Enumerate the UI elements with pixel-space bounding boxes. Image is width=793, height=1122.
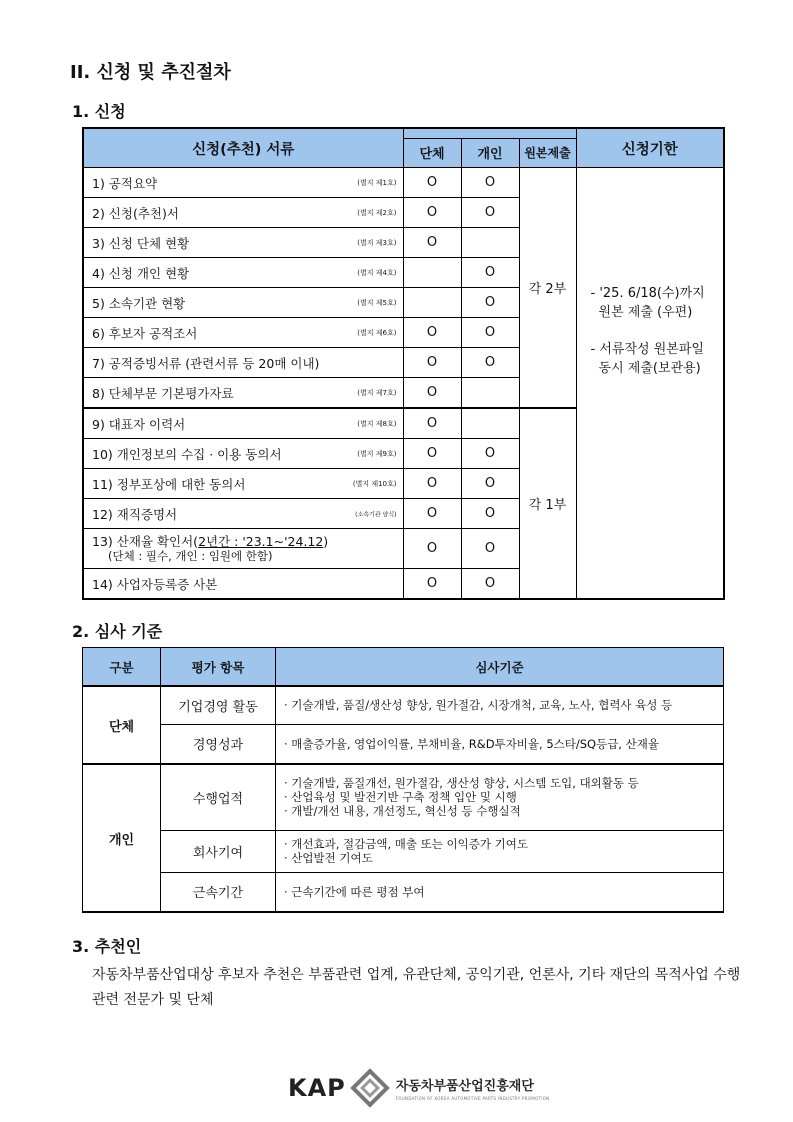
criteria-text: [276, 764, 724, 830]
form-ref: (별지 제3호): [357, 238, 397, 247]
org-subtitle: FOUNDATION OF KOREA AUTOMOTIVE PARTS INDUSTRY PROMOTION: [395, 1096, 550, 1101]
form-ref: (별지 제1호): [357, 178, 397, 187]
form-ref: (별지 제9호): [357, 449, 397, 458]
form-ref: (별지 제10호): [352, 479, 397, 488]
indiv-label: 개인: [83, 764, 161, 912]
mark-group: O: [403, 228, 461, 258]
header-doc: 신청(추천) 서류: [83, 128, 403, 168]
mark-group: O: [403, 378, 461, 409]
footer-logo: [288, 1074, 549, 1102]
doc-label: 8) 단체부문 기본평가자료: [92, 385, 234, 401]
section-title: II. 신청 및 추진절차: [70, 62, 231, 83]
mark-indiv: [461, 408, 519, 439]
criteria-line: · 근속기간에 따른 평점 부여: [284, 884, 425, 899]
doc-label: 3) 신청 단체 현황: [92, 235, 190, 251]
doc-label: 14) 사업자등록증 사본: [92, 576, 218, 592]
mark-indiv: O: [461, 469, 519, 499]
doc-row-2: [83, 198, 403, 228]
doc-row-7: [83, 348, 403, 378]
doc-row-6: [83, 318, 403, 348]
doc-row-12: [83, 499, 403, 529]
form-ref: (별지 제8호): [357, 419, 397, 428]
deadline-cell: [576, 168, 724, 600]
mark-group: O: [403, 318, 461, 348]
item-name: 경영성과: [161, 724, 276, 764]
deadline-line-1b: 원본 제출 (우편): [598, 305, 693, 320]
kap-logo-text: KAP: [288, 1074, 346, 1102]
mark-indiv: O: [461, 529, 519, 569]
org-name: 자동차부품산업진흥재단: [395, 1079, 534, 1094]
header-division: 구분: [83, 648, 161, 687]
criteria-table: [82, 647, 724, 913]
mark-group: O: [403, 168, 461, 198]
criteria-text: [276, 724, 724, 764]
form-ref: (별지 제6호): [357, 328, 397, 337]
doc-row-4: [83, 258, 403, 288]
item-name: 회사기여: [161, 830, 276, 872]
doc-row-8: [83, 378, 403, 409]
doc-label: 4) 신청 개인 현황: [92, 265, 190, 281]
doc-label: 11) 정부포상에 대한 동의서: [92, 476, 246, 492]
mark-indiv: O: [461, 318, 519, 348]
doc-label: 6) 후보자 공적조서: [92, 325, 198, 341]
doc-row-14: [83, 569, 403, 600]
doc-row-1: [83, 168, 403, 198]
deadline-line-2b: 동시 제출(보관용): [598, 361, 701, 376]
s3-title: 3. 추천인: [72, 937, 142, 956]
doc-label: 2) 신청(추천)서: [92, 205, 179, 221]
form-ref: (별지 제4호): [357, 268, 397, 277]
mark-indiv: [461, 228, 519, 258]
mark-group: O: [403, 198, 461, 228]
doc-label-period: 2년간 : '23.1~'24.12: [198, 533, 324, 549]
item-name: 근속기간: [161, 872, 276, 912]
doc-label: 10) 개인정보의 수집 · 이용 동의서: [92, 446, 282, 462]
criteria-line: · 기술개발, 품질개선, 원가절감, 생산성 향상, 시스템 도입, 대외활동 등: [284, 776, 639, 791]
form-ref: (소속기관 양식): [355, 511, 397, 518]
criteria-text: [276, 686, 724, 724]
group-label: 단체: [83, 686, 161, 764]
mark-indiv: O: [461, 168, 519, 198]
mark-group: O: [403, 348, 461, 378]
mark-group: O: [403, 469, 461, 499]
doc-label: 5) 소속기관 현황: [92, 295, 186, 311]
s2-title: 2. 심사 기준: [72, 622, 163, 641]
mark-indiv: O: [461, 499, 519, 529]
mark-indiv: O: [461, 258, 519, 288]
criteria-line: · 기술개발, 품질/생산성 향상, 원가절감, 시장개척, 교육, 노사, 협력사 육성 등: [284, 698, 673, 713]
item-name: 수행업적: [161, 764, 276, 830]
mark-indiv: [461, 378, 519, 409]
doc-label-end: ): [323, 533, 329, 549]
mark-group: O: [403, 408, 461, 439]
criteria-line: · 개발/개선 내용, 개선정도, 혁신성 등 수행실적: [284, 804, 521, 819]
header-item: 평가 항목: [161, 648, 276, 687]
mark-group: O: [403, 529, 461, 569]
form-ref: (별지 제5호): [357, 298, 397, 307]
criteria-line: · 산업발전 기여도: [284, 851, 373, 865]
mark-group: [403, 288, 461, 318]
doc-row-11: [83, 469, 403, 499]
mark-group: O: [403, 439, 461, 469]
doc-label: 9) 대표자 이력서: [92, 416, 186, 432]
form-ref: (별지 제7호): [357, 388, 397, 397]
diamond-logo-icon: [350, 1068, 390, 1108]
doc-row-5: [83, 288, 403, 318]
header-group: 단체: [403, 138, 461, 167]
mark-indiv: O: [461, 348, 519, 378]
s1-title: 1. 신청: [72, 102, 126, 121]
criteria-text: [276, 830, 724, 872]
mark-indiv: O: [461, 198, 519, 228]
orig-count-2: 각 1부: [519, 408, 576, 599]
application-table: [82, 127, 725, 600]
criteria-line: · 개선효과, 절감금액, 매출 또는 이익증가 기여도: [284, 837, 528, 851]
doc-row-9: [83, 408, 403, 439]
header-blank: [403, 128, 576, 138]
mark-group: O: [403, 499, 461, 529]
header-criteria: 심사기준: [276, 648, 724, 687]
mark-group: [403, 258, 461, 288]
criteria-line: · 매출증가율, 영업이익률, 부채비율, R&D투자비율, 5스타/SQ등급, 산재율: [284, 736, 659, 751]
doc-label-note: (단체 : 필수, 개인 : 임원에 한함): [108, 548, 273, 563]
mark-group: O: [403, 569, 461, 600]
header-orig: 원본제출: [519, 138, 576, 167]
criteria-text: [276, 872, 724, 912]
item-name: 기업경영 활동: [161, 686, 276, 724]
header-deadline: 신청기한: [576, 128, 724, 168]
mark-indiv: O: [461, 288, 519, 318]
form-ref: (별지 제2호): [357, 208, 397, 217]
doc-label: 7) 공적증빙서류 (관련서류 등 20매 이내): [92, 355, 320, 371]
mark-indiv: O: [461, 439, 519, 469]
doc-row-3: [83, 228, 403, 258]
doc-label: 13) 산재율 확인서(: [92, 533, 199, 549]
s3-body: 자동차부품산업대상 후보자 추천은 부품관련 업계, 유관단체, 공익기관, 언론사, 기타 재단의 목적사업 수행 관련 전문가 및 단체: [92, 967, 741, 1008]
orig-count-1: 각 2부: [519, 168, 576, 409]
doc-row-13: [83, 529, 403, 569]
criteria-line: · 산업육성 및 발전기반 구축 정책 입안 및 시행: [284, 790, 517, 805]
header-indiv: 개인: [461, 138, 519, 167]
doc-label: 1) 공적요약: [92, 175, 158, 191]
doc-label: 12) 재직증명서: [92, 506, 178, 522]
deadline-line-1a: - '25. 6/18(수)까지: [590, 286, 705, 301]
mark-indiv: O: [461, 569, 519, 600]
doc-row-10: [83, 439, 403, 469]
deadline-line-2a: - 서류작성 원본파일: [590, 342, 704, 357]
